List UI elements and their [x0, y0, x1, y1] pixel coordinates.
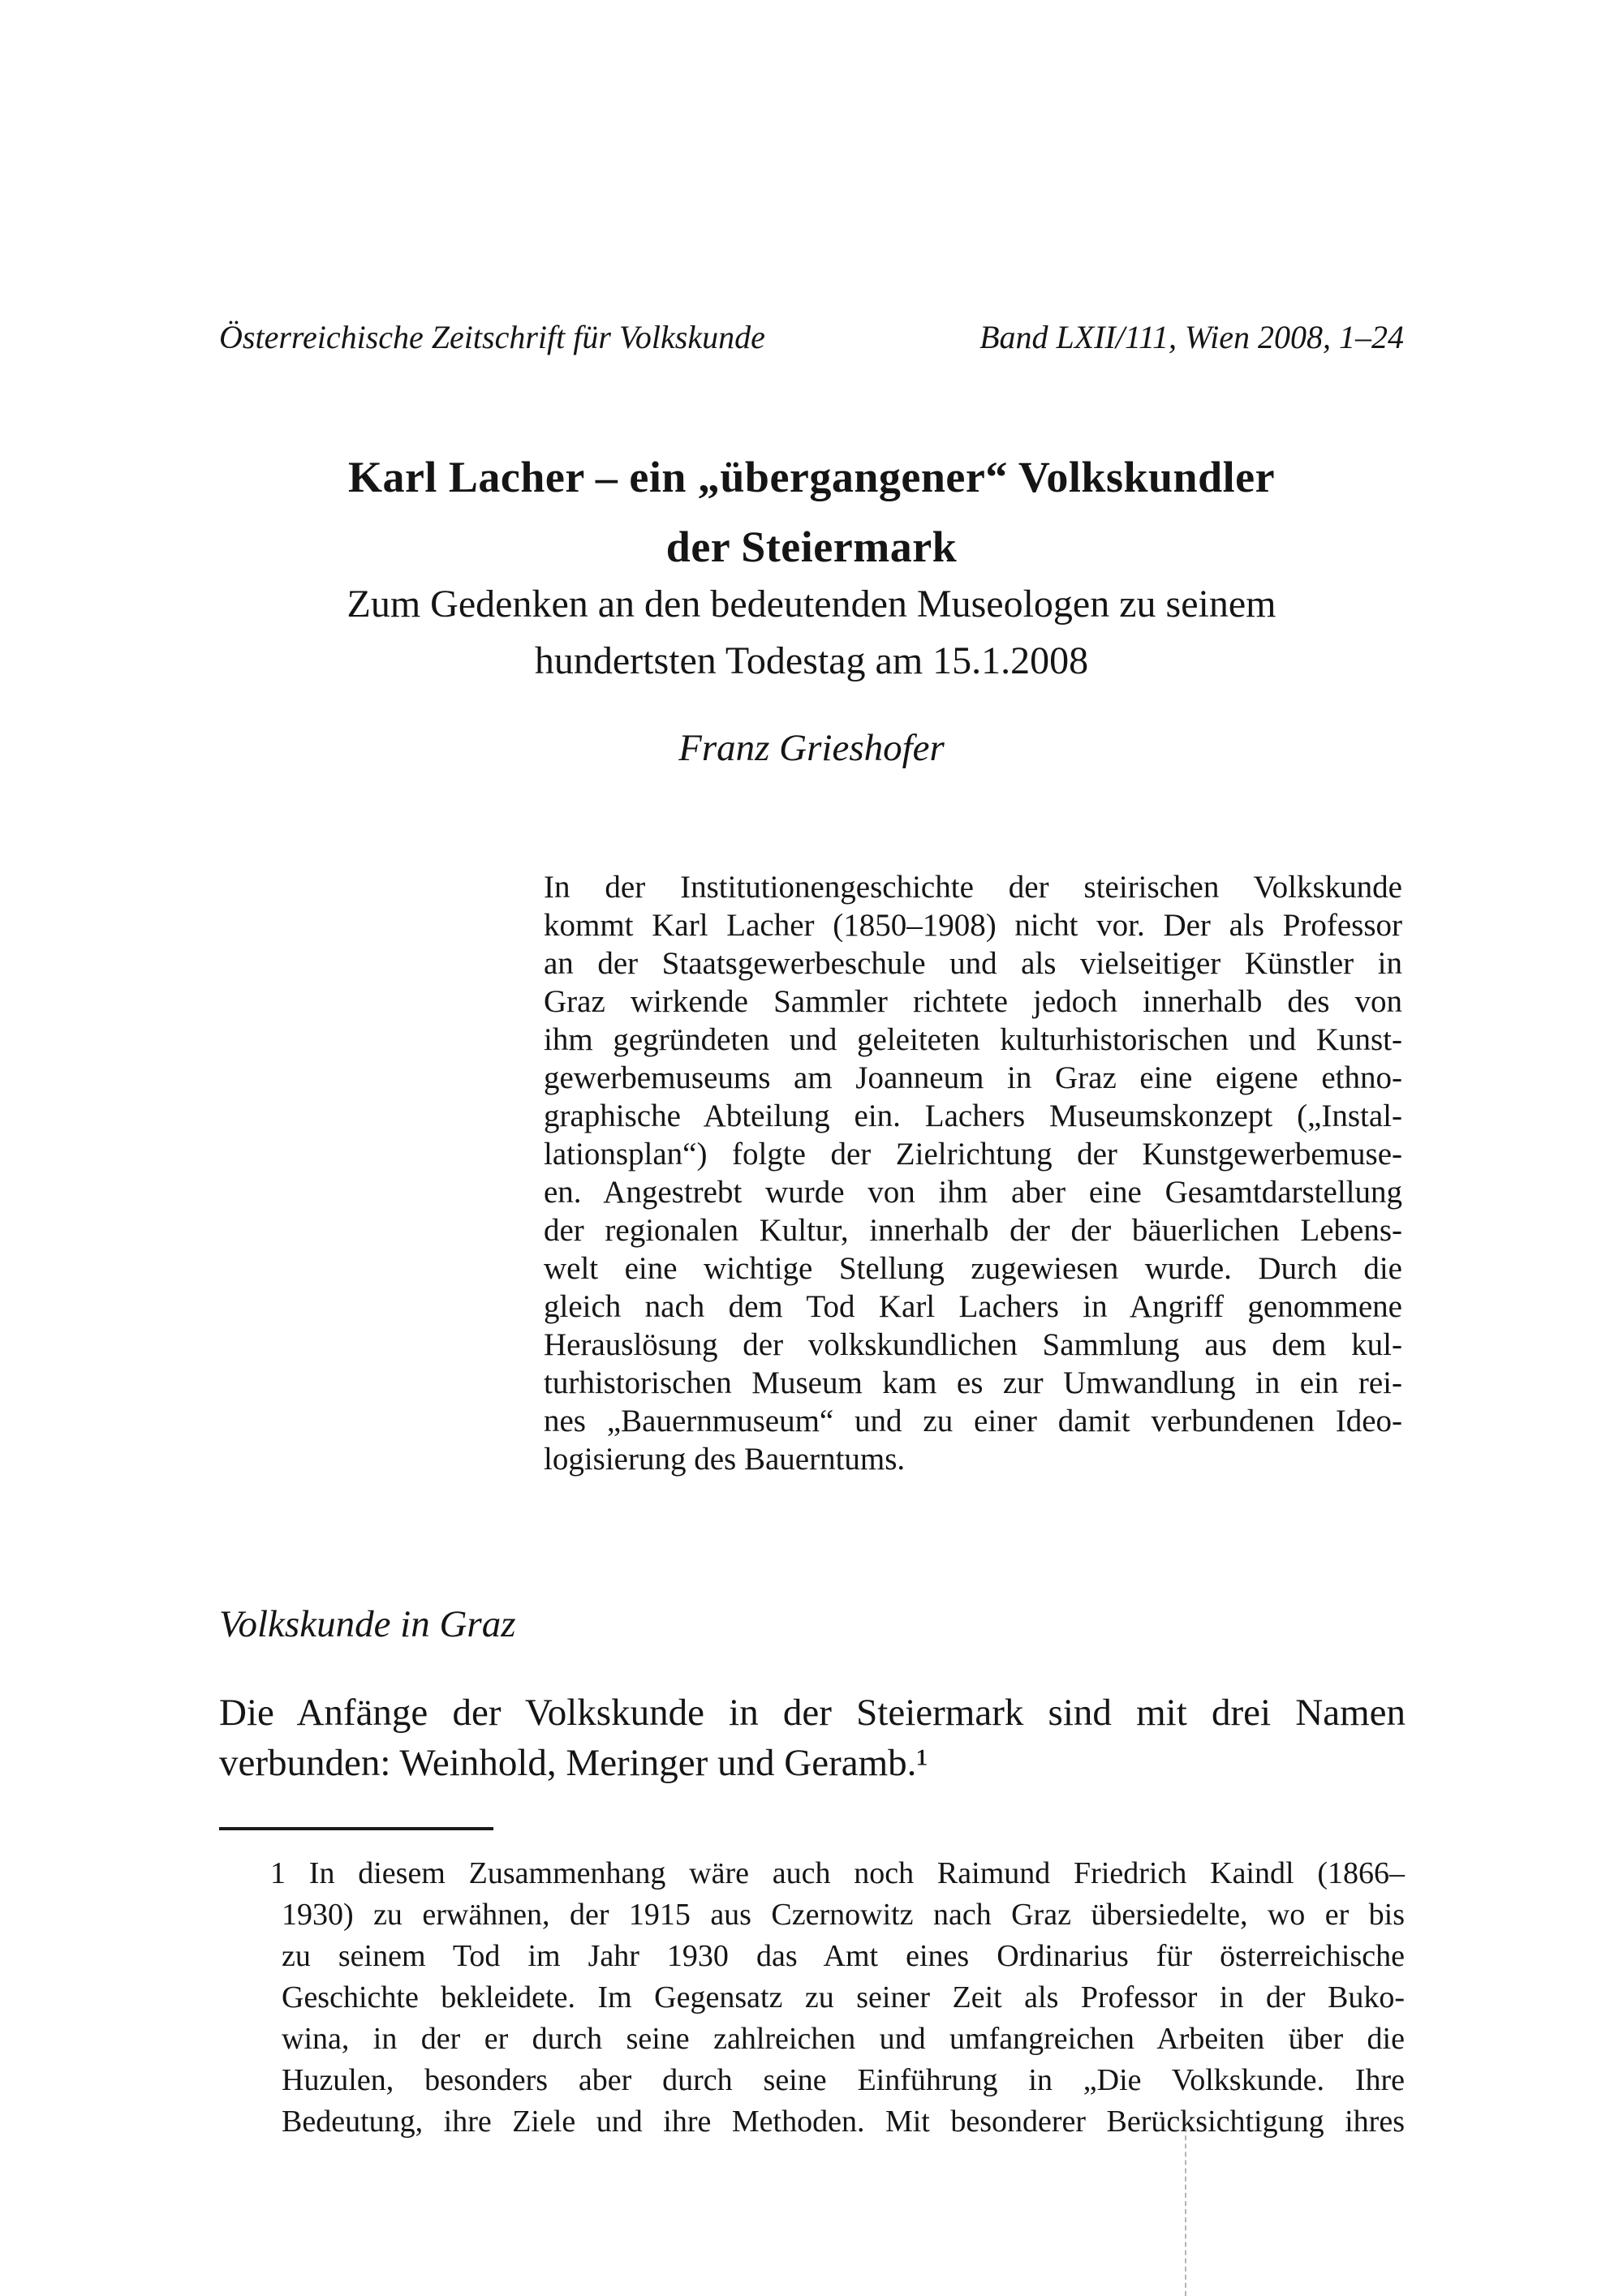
text-line: Huzulen, besonders aber durch seine Einführung in „Die Volkskunde. Ihre [282, 2063, 1405, 2097]
footnote-separator-rule [219, 1827, 493, 1830]
text-line: Die Anfänge der Volkskunde in der Steiermark sind mit drei Namen [219, 1692, 1406, 1734]
text-line: nes „Bauernmuseum“ und zu einer damit verbundenen Ideo- [544, 1404, 1402, 1438]
text-line: welt eine wichtige Stellung zugewiesen wurde. Durch die [544, 1251, 1402, 1286]
text-line: In der Institutionengeschichte der steirischen Volkskunde [544, 870, 1402, 905]
volume-info: Band LXII/111, Wien 2008, 1–24 [979, 319, 1404, 355]
article-subtitle-line2: hundertsten Todestag am 15.1.2008 [534, 639, 1089, 682]
text-line: gleich nach dem Tod Karl Lachers in Angriff genommene [544, 1289, 1402, 1324]
text-line: kommt Karl Lacher (1850–1908) nicht vor. Der als Professor [544, 908, 1402, 943]
article-subtitle-line1: Zum Gedenken an den bedeutenden Museologen zu seinem [347, 583, 1276, 626]
footnote-1 [270, 1853, 1405, 2143]
text-line: Bedeutung, ihre Ziele und ihre Methoden. Mit besonderer Berücksichtigung ihres [282, 2105, 1405, 2139]
text-line: Graz wirkende Sammler richtete jedoch innerhalb des von [544, 984, 1402, 1019]
text-line: Geschichte bekleidete. Im Gegensatz zu seiner Zeit als Professor in der Buko- [282, 1980, 1405, 2014]
abstract-block [544, 868, 1402, 1478]
article-title-line2: der Steiermark [665, 522, 958, 571]
text-line: 1 In diesem Zusammenhang wäre auch noch Raimund Friedrich Kaindl (1866– [270, 1856, 1405, 1890]
journal-header [219, 318, 1404, 357]
text-line: Herauslösung der volkskundlichen Sammlung aus dem kul- [544, 1327, 1402, 1362]
scan-fold-line-artifact [1185, 2119, 1186, 2296]
text-line: wina, in der er durch seine zahlreichen und umfangreichen Arbeiten über die [282, 2022, 1405, 2056]
article-title [81, 442, 1542, 582]
text-line: turhistorischen Museum kam es zur Umwandlung in ein rei- [544, 1365, 1402, 1400]
article-subtitle [81, 576, 1542, 690]
text-line: logisierung des Bauerntums. [544, 1442, 906, 1477]
article-title-line1: Karl Lacher – ein „übergangener“ Volkskundler [347, 453, 1276, 501]
section-heading: Volkskunde in Graz [219, 1603, 516, 1645]
text-line: an der Staatsgewerbeschule und als vielseitiger Künstler in [544, 946, 1402, 981]
author-name: Franz Grieshofer [678, 727, 945, 769]
text-line: der regionalen Kultur, innerhalb der der bäuerlichen Lebens- [544, 1213, 1402, 1248]
text-line: ihm gegründeten und geleiteten kulturhistorischen und Kunst- [544, 1022, 1402, 1057]
text-line: en. Angestrebt wurde von ihm aber eine Gesamtdarstellung [544, 1175, 1402, 1210]
text-line: graphische Abteilung ein. Lachers Museumskonzept („Instal- [544, 1099, 1402, 1133]
text-line: verbunden: Weinhold, Meringer und Geramb.¹ [219, 1742, 928, 1784]
text-line: lationsplan“) folgte der Zielrichtung der Kunstgewerbemuse- [544, 1137, 1402, 1172]
text-line: gewerbemuseums am Joanneum in Graz eine eigene ethno- [544, 1060, 1402, 1095]
journal-name: Österreichische Zeitschrift für Volkskunde [219, 319, 765, 355]
body-paragraph [219, 1688, 1406, 1788]
text-line: zu seinem Tod im Jahr 1930 das Amt eines Ordinarius für österreichische [282, 1939, 1405, 1973]
text-line: 1930) zu erwähnen, der 1915 aus Czernowitz nach Graz übersiedelte, wo er bis [282, 1898, 1405, 1932]
